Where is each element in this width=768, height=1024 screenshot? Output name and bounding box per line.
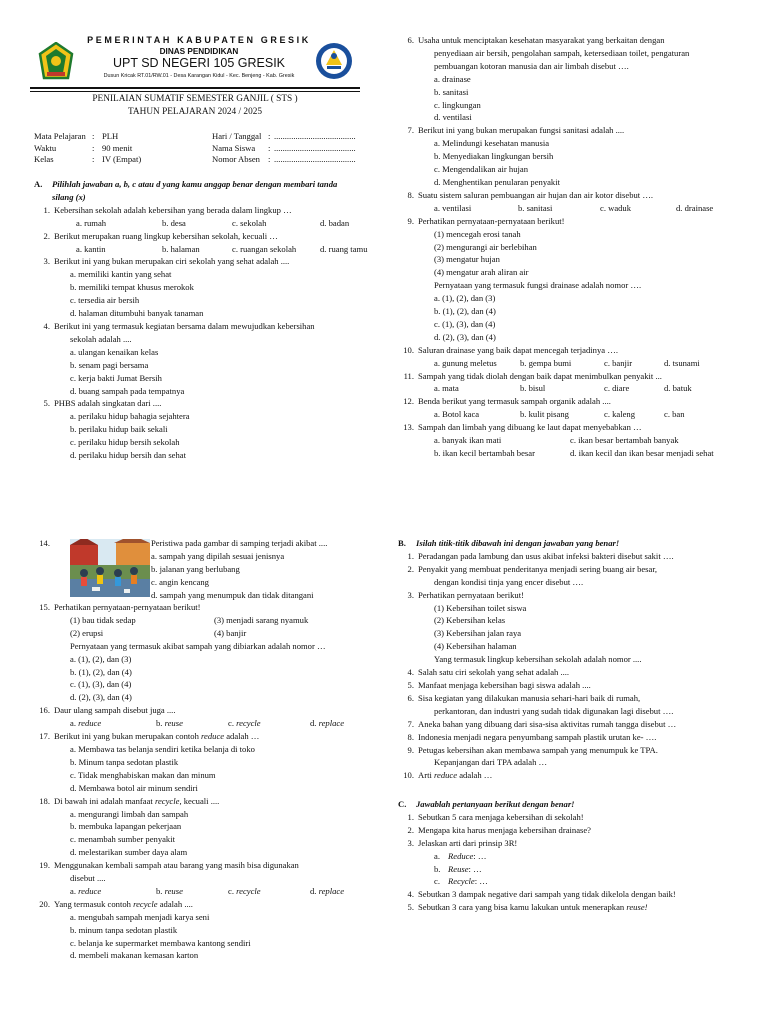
essay-b7: 7. Aneka bahan yang dibuang dari sisa-sisa aktivitas rumah tangga disebut … xyxy=(407,718,677,729)
question-16: 16. Daur ulang sampah disebut juga .... a. reduce b. reuse c. recycle d. replace xyxy=(39,705,345,729)
letterhead xyxy=(30,34,370,86)
question-5: 5. PHBS adalah singkatan dari .... a. perilaku hidup bahagia sejahtera b. perilaku hidup baik sekali c. perilaku hidup bersih sekolah d. perilaku hidup bersih dan sehat xyxy=(43,398,190,461)
question-19: 19. Menggunakan kembali sampah atau barang yang masih bisa digunakan disebut .... a. reduce b. reuse c. recycle d. replace xyxy=(39,860,345,896)
essay-b4: 4. Salah satu ciri sekolah yang sehat adalah .... xyxy=(407,667,570,678)
essay-b10: 10. Arti reduce adalah … xyxy=(403,770,493,781)
student-info-table: Mata Pelajaran : PLH Hari / Tanggal : ...................................... Waktu : 90 menit Nama Siswa : ...................................... Kelas : IV (Empat) Nomor Absen : ...................................... xyxy=(34,131,356,164)
gresik-regency-logo-icon xyxy=(38,42,74,82)
waktu-label: Waktu xyxy=(34,142,57,153)
essay-b8: 8. Indonesia menjadi negara penyumbang sampah plastik urutan ke- …. xyxy=(407,731,657,742)
school-address: Dusun Kricak RT.01/RW.01 - Desa Karangan Kidul - Kec. Benjeng - Kab. Gresik xyxy=(103,73,295,79)
essay-c3: 3. Jelaskan arti dari prinsip 3R! a. Reduce: … b. Reuse: … c. Recycle: … xyxy=(407,837,518,887)
waktu-value: 90 menit xyxy=(102,142,133,153)
question-7: 7. Berikut ini yang bukan merupakan fungsi sanitasi adalah .... a. Melindungi kesehatan manusia b. Menyediakan lingkungan bersih c. Mengendalikan air hujan d. Menghentikan penularan penyakit xyxy=(407,125,625,187)
gov-title: PEMERINTAH KABUPATEN GRESIK xyxy=(87,35,311,45)
question-11: 11. Sampah yang tidak diolah dengan baik dapat menimbulkan penyakit ... a. mata b. bisul c. diare d. batuk xyxy=(403,370,692,394)
section-a-part1 xyxy=(34,178,374,462)
essay-c2: 2. Mengapa kita harus menjaga kebersihan drainase? xyxy=(407,824,591,835)
question-13: 13. Sampah dan limbah yang dibuang ke laut dapat menyebabkan … a. banyak ikan mati c. ikan besar bertambah banyak b. ikan kecil bertambah besar d. ikan kecil dan ikan besar menjadi sehat xyxy=(403,422,714,458)
question-3: 3. Berikut ini yang bukan merupakan ciri sekolah yang sehat adalah .... a. memiliki kantin yang sehat b. memiliki tempat khusus merokok c. tersedia air bersih d. halaman ditumbuhi banyak tanaman xyxy=(43,256,290,319)
question-10: 10. Saluran drainase yang baik dapat mencegah terjadinya …. a. gunung meletus b. gempa bumi c. banjir d. tsunami xyxy=(403,344,700,368)
question-4: 4. Berikut ini yang termasuk kegiatan bersama dalam mewujudkan kebersihan sekolah adalah .... a. ulangan kenaikan kelas b. senam pagi bersama c. kerja bakti Jumat Bersih d. buang sampah pada tempatnya xyxy=(43,320,315,396)
question-17: 17. Berikut ini yang bukan merupakan contoh reduce adalah … a. Membawa tas belanja sendiri ketika belanja di toko b. Minum tanpa sedotan plastik c. Tidak menghabiskan makan dan minum d. Membawa botol air minum sendiri xyxy=(39,731,260,793)
absen-field[interactable]: ...................................... xyxy=(274,154,356,164)
hari-field[interactable]: ...................................... xyxy=(274,131,356,141)
question-8: 8. Suatu sistem saluran pembuangan air hujan dan air kotor disebut …. a. ventilasi b. sanitasi c. waduk d. drainase xyxy=(407,189,714,213)
essay-c1: 1. Sebutkan 5 cara menjaga kebersihan di sekolah! xyxy=(407,811,584,822)
question-1: 1. Kebersihan sekolah adalah kebersihan yang berada dalam lingkup … a. rumah b. desa c. sekolah d. badan xyxy=(43,204,350,228)
question-18: 18. Di bawah ini adalah manfaat recycle, kecuali .... a. mengurangi limbah dan sampah b. membuka lapangan pekerjaan c. menambah sumber penyakit d. melestarikan sumber daya alam xyxy=(39,795,220,858)
nama-label: Nama Siswa xyxy=(212,142,256,153)
question-2: 2. Berikut merupakan ruang lingkup kebersihan sekolah, kecuali … a. kantin b. halaman c. ruangan sekolah d. ruang tamu xyxy=(43,230,368,254)
essay-b6: 6. Sisa kegiatan yang dilakukan manusia sehari-hari baik di rumah, perkantoran, dan industri yang sudah tidak digunakan lagi disebut …. xyxy=(407,692,674,716)
hari-label: Hari / Tanggal xyxy=(212,131,262,141)
mapel-label: Mata Pelajaran xyxy=(34,131,86,141)
section-a-part3 xyxy=(34,537,384,962)
section-b-heading: B. Isilah titik-titik dibawah ini dengan jawaban yang benar! xyxy=(398,538,620,548)
mapel-value: PLH xyxy=(102,131,119,141)
section-c xyxy=(398,798,758,914)
kelas-label: Kelas xyxy=(34,154,54,164)
section-a-heading: A. Pilihlah jawaban a, b, c atau d yang kamu anggap benar dengan membari tanda xyxy=(34,179,338,189)
tut-wuri-handayani-logo-icon xyxy=(314,41,354,81)
question-14: 14. Peristiwa pada gambar di samping terjadi akibat .... a. sampah yang dipilah sesuai jenisnya b. jalanan yang berlubang c. angin kencang d. sampah yang menumpuk dan tidak ditangani xyxy=(34,537,384,601)
question-20: 20. Yang termasuk contoh recycle adalah .... a. mengubah sampah menjadi karya seni b. minum tanpa sedotan plastik c. belanja ke supermarket membawa kantong sendiri d. membeli makanan kemasan karton xyxy=(39,898,251,961)
question-15: 15. Perhatikan pernyataan-pernyataan berikut! (1) bau tidak sedap (3) menjadi sarang nyamuk (2) erupsi (4) banjir Pernyataan yang termasuk akibat sampah yang dibiarkan adalah nomor … a. (1), (2), dan (3) b. (1), (2), dan (4) c. (1), (3), dan (4) d. (2), (3), dan (4) xyxy=(39,602,326,703)
essay-b5: 5. Manfaat menjaga kebersihan bagi siswa adalah .... xyxy=(407,679,591,690)
question-12: 12. Benda berikut yang termasuk sampah organik adalah .... a. Botol kaca b. kulit pisang c. kaleng c. ban xyxy=(403,396,685,420)
essay-b3: 3. Perhatikan pernyataan berikut! (1) Kebersihan toilet siswa (2) Kebersihan kelas (3) Kebersihan jalan raya (4) Kebersihan halaman Yang termasuk lingkup kebersihan sekolah adalah nomor .... xyxy=(407,589,642,665)
essay-b9: 9. Petugas kebersihan akan membawa sampah yang menumpuk ke TPA. Kepanjangan dari TPA adalah … xyxy=(407,744,658,768)
nama-field[interactable]: ...................................... xyxy=(274,142,356,153)
essay-c4: 4. Sebutkan 3 dampak negative dari sampah yang tidak dikelola dengan baik! xyxy=(407,889,676,900)
school-name: UPT SD NEGERI 105 GRESIK xyxy=(112,56,286,70)
kelas-value: IV (Empat) xyxy=(102,154,142,164)
question-9: 9. Perhatikan pernyataan-pernyataan berikut! (1) mencegah erosi tanah (2) mengurangi air berlebihan (3) mengatur hujan (4) mengatur arah aliran air Pernyataan yang termasuk fungsi drainase adalah nomor …. a. (1), (2), dan (3) b. (1), (2), dan (4) c. (1), (3), dan (4) d. (2), (3), dan (4) xyxy=(407,215,642,342)
section-c-heading: C. Jawablah pertanyaan berikut dengan benar! xyxy=(398,799,575,809)
essay-b1: 1. Peradangan pada lambung dan usus akibat infeksi bakteri disebut sakit …. xyxy=(407,550,674,561)
dept-title: DINAS PENDIDIKAN xyxy=(159,47,239,56)
question-6: 6. Usaha untuk menciptakan kesehatan masyarakat yang berkaitan dengan penyediaan air bersih, pengolahan sampah, ketersediaan toilet, pengaturan pembuangan kotoran manusia dan air limbah disebut …. a. drainase b. sanitasi c. lingkungan d. ventilasi xyxy=(407,35,690,123)
absen-label: Nomor Absen xyxy=(212,154,260,164)
section-a-heading-cont: silang (x) xyxy=(52,191,86,202)
header-divider xyxy=(30,87,360,92)
essay-b2: 2. Penyakit yang membuat penderitanya menjadi sering buang air besar, dengan kondisi tinja yang encer disebut …. xyxy=(407,563,658,587)
exam-year: TAHUN PELAJARAN 2024 / 2025 xyxy=(127,106,263,117)
section-b xyxy=(398,537,758,782)
essay-c5: 5. Sebutkan 3 cara yang bisa kamu lakukan untuk menerapkan reuse! xyxy=(407,902,648,913)
exam-title: PENILAIAN SUMATIF SEMESTER GANJIL ( STS ) xyxy=(92,94,298,104)
section-a-part2 xyxy=(398,34,758,460)
flood-trash-illustration xyxy=(70,539,150,597)
